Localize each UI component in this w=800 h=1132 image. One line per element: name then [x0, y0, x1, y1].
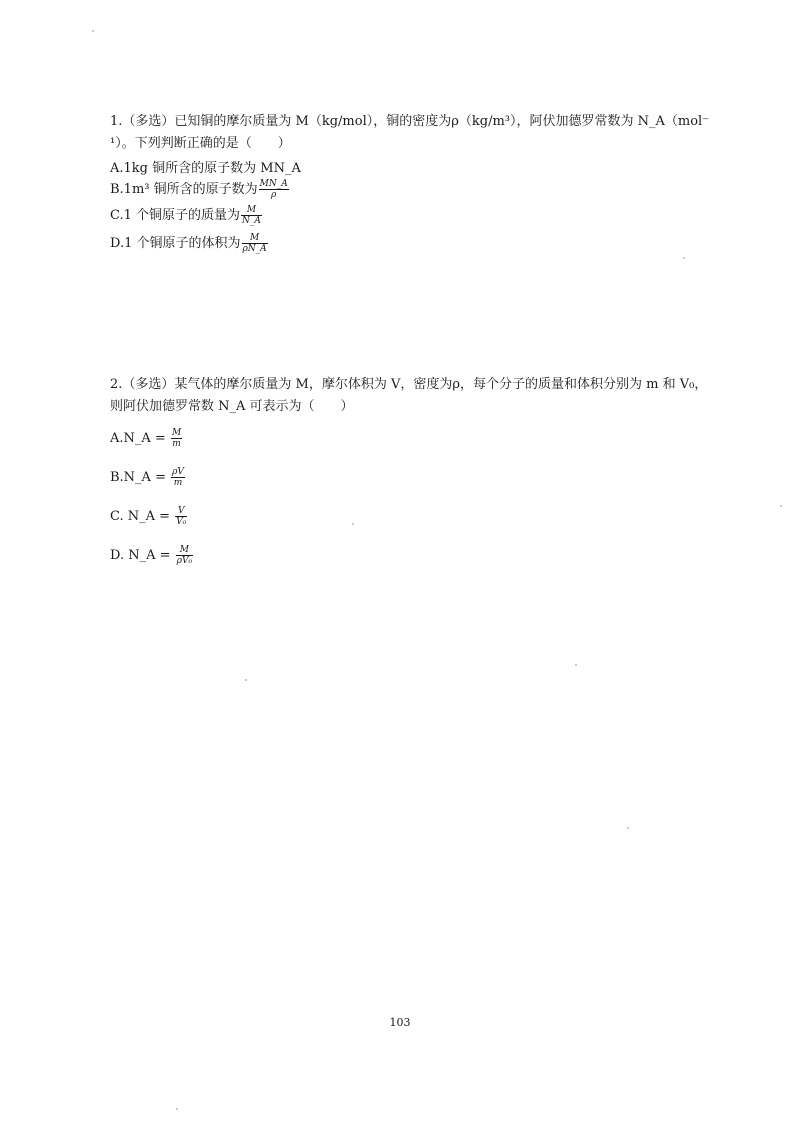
fraction-denominator: V₀ — [176, 517, 187, 527]
question-1-stem-line-1: 1.（多选）已知铜的摩尔质量为 M（kg/mol），铜的密度为ρ（kg/m³），阿伏加德罗常数为 N_A（mol⁻ — [110, 114, 710, 129]
fraction-denominator: N_A — [242, 216, 261, 226]
question-2-option-c — [110, 506, 187, 527]
question-1-option-b — [110, 178, 289, 200]
scan-speck — [683, 257, 685, 259]
scan-speck — [780, 505, 782, 507]
fraction-numerator: M — [176, 545, 193, 556]
question-1-option-c — [110, 204, 262, 226]
scan-speck — [245, 679, 247, 681]
option-d-text: D. N_A = — [110, 548, 171, 563]
fraction-denominator: m — [173, 478, 183, 488]
question-2 — [110, 374, 720, 418]
option-b-fraction — [259, 179, 289, 200]
fraction-denominator: m — [172, 439, 181, 449]
question-2-stem-line-1: 2.（多选）某气体的摩尔质量为 M，摩尔体积为 V，密度为ρ，每个分子的质量和体积分别为 m 和 V₀， — [110, 377, 708, 392]
option-c-text: C. N_A = — [110, 509, 171, 524]
question-2-stem-line-2: 则阿伏加德罗常数 N_A 可表示为（ ） — [110, 399, 354, 414]
fraction-numerator: M — [242, 233, 268, 244]
fraction-denominator: ρN_A — [242, 244, 267, 254]
option-a-fraction — [171, 428, 182, 449]
fraction-numerator: M — [171, 428, 182, 438]
fraction-numerator: ρV — [172, 467, 184, 477]
question-1-stem-line-2: ¹）。下列判断正确的是（ ） — [110, 136, 291, 151]
page-number: 103 — [389, 1016, 411, 1029]
question-1-option-d — [110, 232, 268, 254]
question-2-option-d — [110, 545, 193, 566]
question-1-option-a: A.1kg 铜所含的原子数为 MN_A — [110, 161, 301, 176]
question-1 — [110, 111, 720, 155]
fraction-numerator: MN_A — [259, 179, 288, 189]
scan-speck — [627, 827, 629, 829]
option-c-fraction — [175, 506, 187, 527]
option-a-text: A.N_A = — [110, 431, 166, 446]
fraction-denominator: ρV₀ — [176, 556, 193, 566]
fraction-numerator: V — [175, 506, 187, 517]
option-b-fraction — [171, 467, 185, 488]
option-c-fraction — [241, 205, 262, 226]
question-2-option-a — [110, 428, 182, 449]
scan-speck — [176, 1108, 178, 1110]
scan-speck — [92, 30, 94, 32]
fraction-numerator: M — [241, 205, 262, 216]
question-2-option-b — [110, 467, 185, 488]
option-d-text: D.1 个铜原子的体积为 — [110, 236, 241, 251]
option-d-fraction — [176, 545, 193, 566]
scan-speck — [575, 664, 577, 666]
option-d-fraction — [242, 233, 268, 254]
scan-speck — [352, 523, 354, 525]
fraction-denominator: ρ — [271, 190, 277, 200]
option-c-text: C.1 个铜原子的质量为 — [110, 208, 241, 223]
option-b-text: B.1m³ 铜所含的原子数为 — [110, 182, 258, 197]
option-b-text: B.N_A = — [110, 470, 166, 485]
